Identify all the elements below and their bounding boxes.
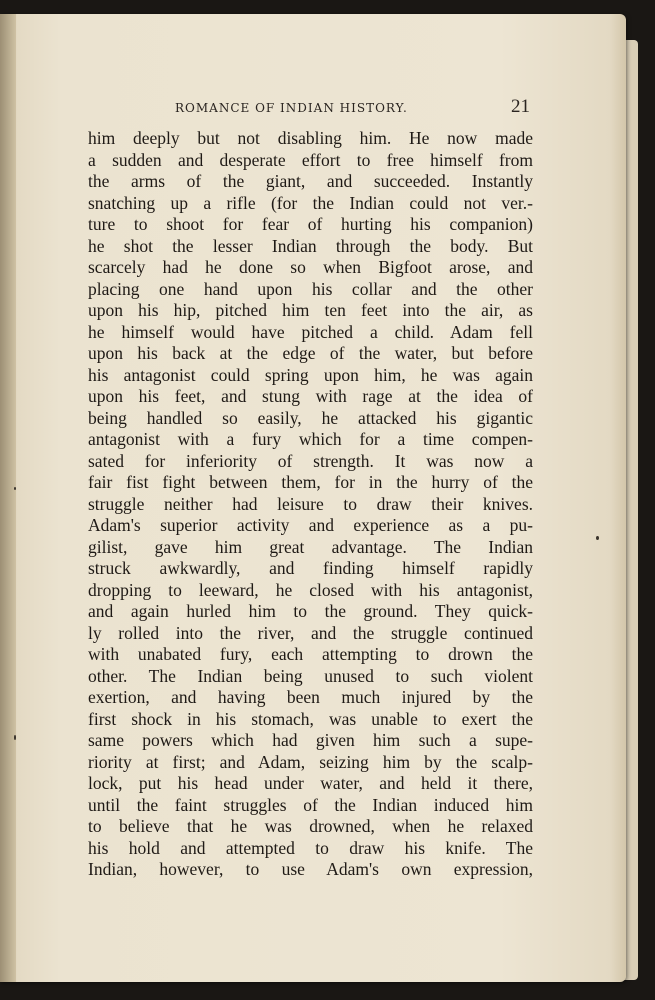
text-line: upon his feet, and stung with rage at the idea of — [88, 386, 533, 406]
paper-speck — [596, 536, 599, 540]
text-line: placing one hand upon his collar and the other — [88, 278, 533, 299]
text-line: antagonist with a fury which for a time compen- — [88, 429, 533, 449]
text-line: being handled so easily, he attacked his gigantic — [88, 407, 533, 428]
text-line: with unabated fury, each attempting to drown the — [88, 644, 533, 664]
text-line: Adam's superior activity and experience as a pu- — [88, 515, 533, 535]
text-line: upon his hip, pitched him ten feet into the air, as — [88, 300, 533, 320]
text-line: the arms of the giant, and succeeded. Instantly — [88, 171, 533, 191]
paper-speck — [14, 735, 16, 740]
text-line: struck awkwardly, and finding himself rapidly — [88, 558, 533, 578]
text-line: same powers which had given him such a supe- — [88, 730, 533, 750]
text-line: his hold and attempted to draw his knife. The — [88, 837, 533, 858]
text-line: ly rolled into the river, and the struggle continued — [88, 622, 533, 643]
text-line: him deeply but not disabling him. He now made — [88, 128, 533, 148]
text-line: ture to shoot for fear of hurting his companion) — [88, 214, 533, 234]
text-line: snatching up a rifle (for the Indian could not ver.- — [88, 192, 533, 213]
running-title: ROMANCE OF INDIAN HISTORY. — [175, 101, 408, 115]
text-line: first shock in his stomach, was unable to exert the — [88, 708, 533, 729]
text-line: he himself would have pitched a child. Adam fell — [88, 321, 533, 342]
text-line: he shot the lesser Indian through the body. But — [88, 235, 533, 256]
text-line: dropping to leeward, he closed with his antagonist, — [88, 579, 533, 600]
text-line: his antagonist could spring upon him, he was again — [88, 364, 533, 385]
text-line: to believe that he was drowned, when he relaxed — [88, 816, 533, 836]
page-number: 21 — [511, 96, 530, 117]
text-line: other. The Indian being unused to such violent — [88, 665, 533, 686]
text-line: struggle neither had leisure to draw their knives. — [88, 493, 533, 514]
text-line: until the faint struggles of the Indian induced him — [88, 794, 533, 815]
text-line: a sudden and desperate effort to free himself from — [88, 149, 533, 170]
text-line: and again hurled him to the ground. They quick- — [88, 601, 533, 621]
body-text — [88, 128, 533, 881]
text-line: riority at first; and Adam, seizing him by the scalp- — [88, 751, 533, 772]
paper-speck — [14, 487, 16, 490]
text-line: gilist, gave him great advantage. The Indian — [88, 536, 533, 557]
text-line: exertion, and having been much injured by the — [88, 687, 533, 707]
text-line: lock, put his head under water, and held it there, — [88, 773, 533, 793]
text-line: fair fist fight between them, for in the hurry of the — [88, 472, 533, 492]
text-line: upon his back at the edge of the water, but before — [88, 343, 533, 363]
text-line: Indian, however, to use Adam's own expression, — [88, 859, 533, 879]
page-gutter — [0, 14, 16, 982]
text-line: scarcely had he done so when Bigfoot arose, and — [88, 257, 533, 277]
text-line: sated for inferiority of strength. It was now a — [88, 450, 533, 471]
